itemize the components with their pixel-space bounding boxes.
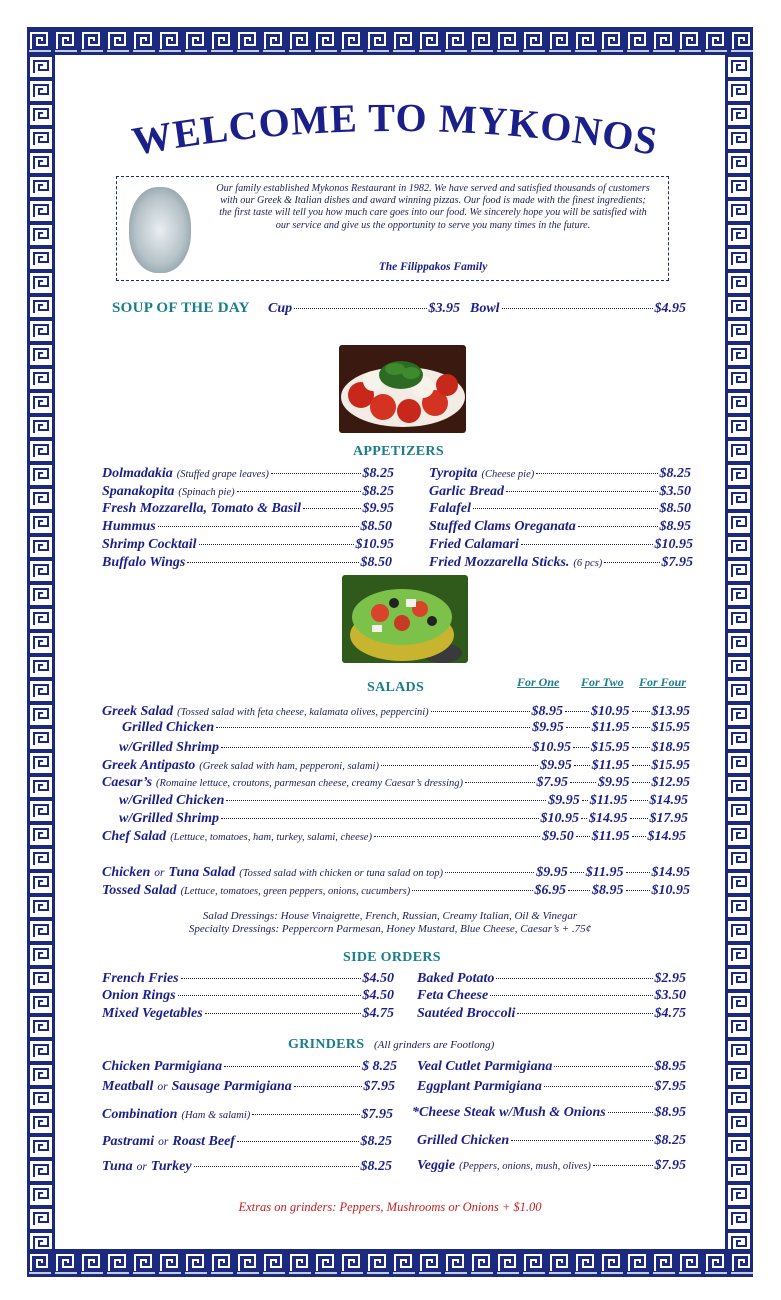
intro-signature: The Filippakos Family (378, 261, 488, 273)
grinder-item: Tuna or Turkey $8.25 (102, 1159, 392, 1174)
salad-row: w/Grilled Shrimp $10.95 $14.95 $17.95 (119, 811, 688, 826)
border-bottom (27, 1249, 753, 1277)
col-header-four: For Four (639, 675, 687, 689)
grinder-item: Meatball or Sausage Parmigiana $7.95 (102, 1079, 395, 1094)
salad-row: Greek Salad (Tossed salad with feta cheese, kalamata olives, peppercini) $8.95 $10.95 $13.95 (102, 704, 690, 719)
grinder-item: *Cheese Steak w/Mush & Onions $8.95 (412, 1105, 686, 1120)
col-header-one: For One (517, 675, 560, 689)
appetizer-item: Fried Mozzarella Sticks. (6 pcs) $7.95 (429, 555, 693, 570)
grinders-note: (All grinders are Footlong) (374, 1039, 495, 1051)
grinder-item: Combination (Ham & salami) $7.95 (102, 1107, 393, 1122)
side-item: Onion Rings $4.50 (102, 988, 394, 1003)
intro-paragraph: Our family established Mykonos Restaurant in 1982. We have served and satisfied thousands of customers with our Greek & Italian dishes and award winning pizzas. Our food is made with the finest ingredients; the first taste will tell you how much care goes into our food. We sincerely hope you will be satisfied with our service and give us the opportunity to serve you many times in the future. (216, 183, 650, 231)
specialty-dressings: Specialty Dressings: Peppercorn Parmesan, Honey Mustard, Blue Cheese, Caesar’s + .75¢ (188, 923, 592, 935)
appetizer-item: Hummus $8.50 (102, 519, 392, 534)
border-right (725, 55, 753, 1249)
soup-bowl: Bowl $4.95 (470, 301, 686, 316)
appetizer-item: Falafel $8.50 (429, 501, 691, 516)
appetizer-item: Dolmadakia (Stuffed grape leaves) $8.25 (102, 466, 394, 481)
appetizers-heading: APPETIZERS (353, 444, 444, 459)
appetizer-item: Fresh Mozzarella, Tomato & Basil $9.95 (102, 501, 394, 516)
soup-cup: Cup $3.95 (268, 301, 460, 316)
border-top (27, 27, 753, 55)
salad-row: w/Grilled Shrimp $10.95 $15.95 $18.95 (119, 740, 690, 755)
side-item: Baked Potato $2.95 (417, 971, 686, 986)
grinder-item: Grilled Chicken $8.25 (417, 1133, 686, 1148)
appetizer-item: Tyropita (Cheese pie) $8.25 (429, 466, 691, 481)
grinder-item: Eggplant Parmigiana $7.95 (417, 1079, 686, 1094)
appetizer-item: Shrimp Cocktail $10.95 (102, 537, 394, 552)
salad-dressings: Salad Dressings: House Vinaigrette, French, Russian, Creamy Italian, Oil & Vinegar (202, 910, 578, 922)
side-item: Mixed Vegetables $4.75 (102, 1006, 394, 1021)
salad-row: w/Grilled Chicken $9.95 $11.95 $14.95 (119, 793, 688, 808)
grinder-item: Veggie (Peppers, onions, mush, olives) $7.95 (417, 1158, 686, 1173)
salad-row: Chef Salad (Lettuce, tomatoes, ham, turkey, salami, cheese) $9.50 $11.95 $14.95 (102, 829, 686, 844)
grinders-heading: GRINDERS (288, 1037, 365, 1052)
appetizer-item: Fried Calamari $10.95 (429, 537, 693, 552)
appetizer-item: Buffalo Wings $8.50 (102, 555, 392, 570)
salad-row: Caesar’s (Romaine lettuce, croutons, parmesan cheese, creamy Caesar’s dressing) $7.95 $9.95 $12.95 (102, 775, 690, 790)
salads-heading: SALADS (367, 680, 425, 695)
salad-row: Grilled Chicken $9.95 $11.95 $15.95 (122, 720, 690, 735)
grinder-item: Chicken Parmigiana $ 8.25 (102, 1059, 397, 1074)
col-header-two: For Two (581, 675, 624, 689)
appetizer-item: Stuffed Clams Oreganata $8.95 (429, 519, 691, 534)
border-left (27, 55, 55, 1249)
side-item: Feta Cheese $3.50 (417, 988, 686, 1003)
grinder-item: Veal Cutlet Parmigiana $8.95 (417, 1059, 686, 1074)
svg-text:WELCOME TO MYKONOS: WELCOME TO MYKONOS (128, 98, 662, 164)
salad-row: Greek Antipasto (Greek salad with ham, pepperoni, salami) $9.95 $11.95 $15.95 (102, 758, 690, 773)
page-title (125, 98, 665, 168)
soup-heading: SOUP OF THE DAY (112, 300, 250, 316)
grinder-item: Pastrami or Roast Beef $8.25 (102, 1134, 392, 1149)
caprese-photo (339, 345, 466, 433)
side-item: Sautéed Broccoli $4.75 (417, 1006, 686, 1021)
intro-box (116, 176, 669, 281)
side-item: French Fries $4.50 (102, 971, 394, 986)
appetizer-item: Spanakopita (Spinach pie) $8.25 (102, 484, 394, 499)
salad-row: Chicken or Tuna Salad (Tossed salad with chicken or tuna salad on top) $9.95 $11.95 $14.95 (102, 865, 690, 880)
column-image (129, 187, 191, 273)
salad-row: Tossed Salad (Lettuce, tomatoes, green peppers, onions, cucumbers) $6.95 $8.95 $10.95 (102, 883, 690, 898)
side-orders-heading: SIDE ORDERS (343, 950, 441, 965)
salad-photo (342, 575, 468, 663)
grinder-extras: Extras on grinders: Peppers, Mushrooms or Onions + $1.00 (238, 1200, 542, 1214)
appetizer-item: Garlic Bread $3.50 (429, 484, 691, 499)
